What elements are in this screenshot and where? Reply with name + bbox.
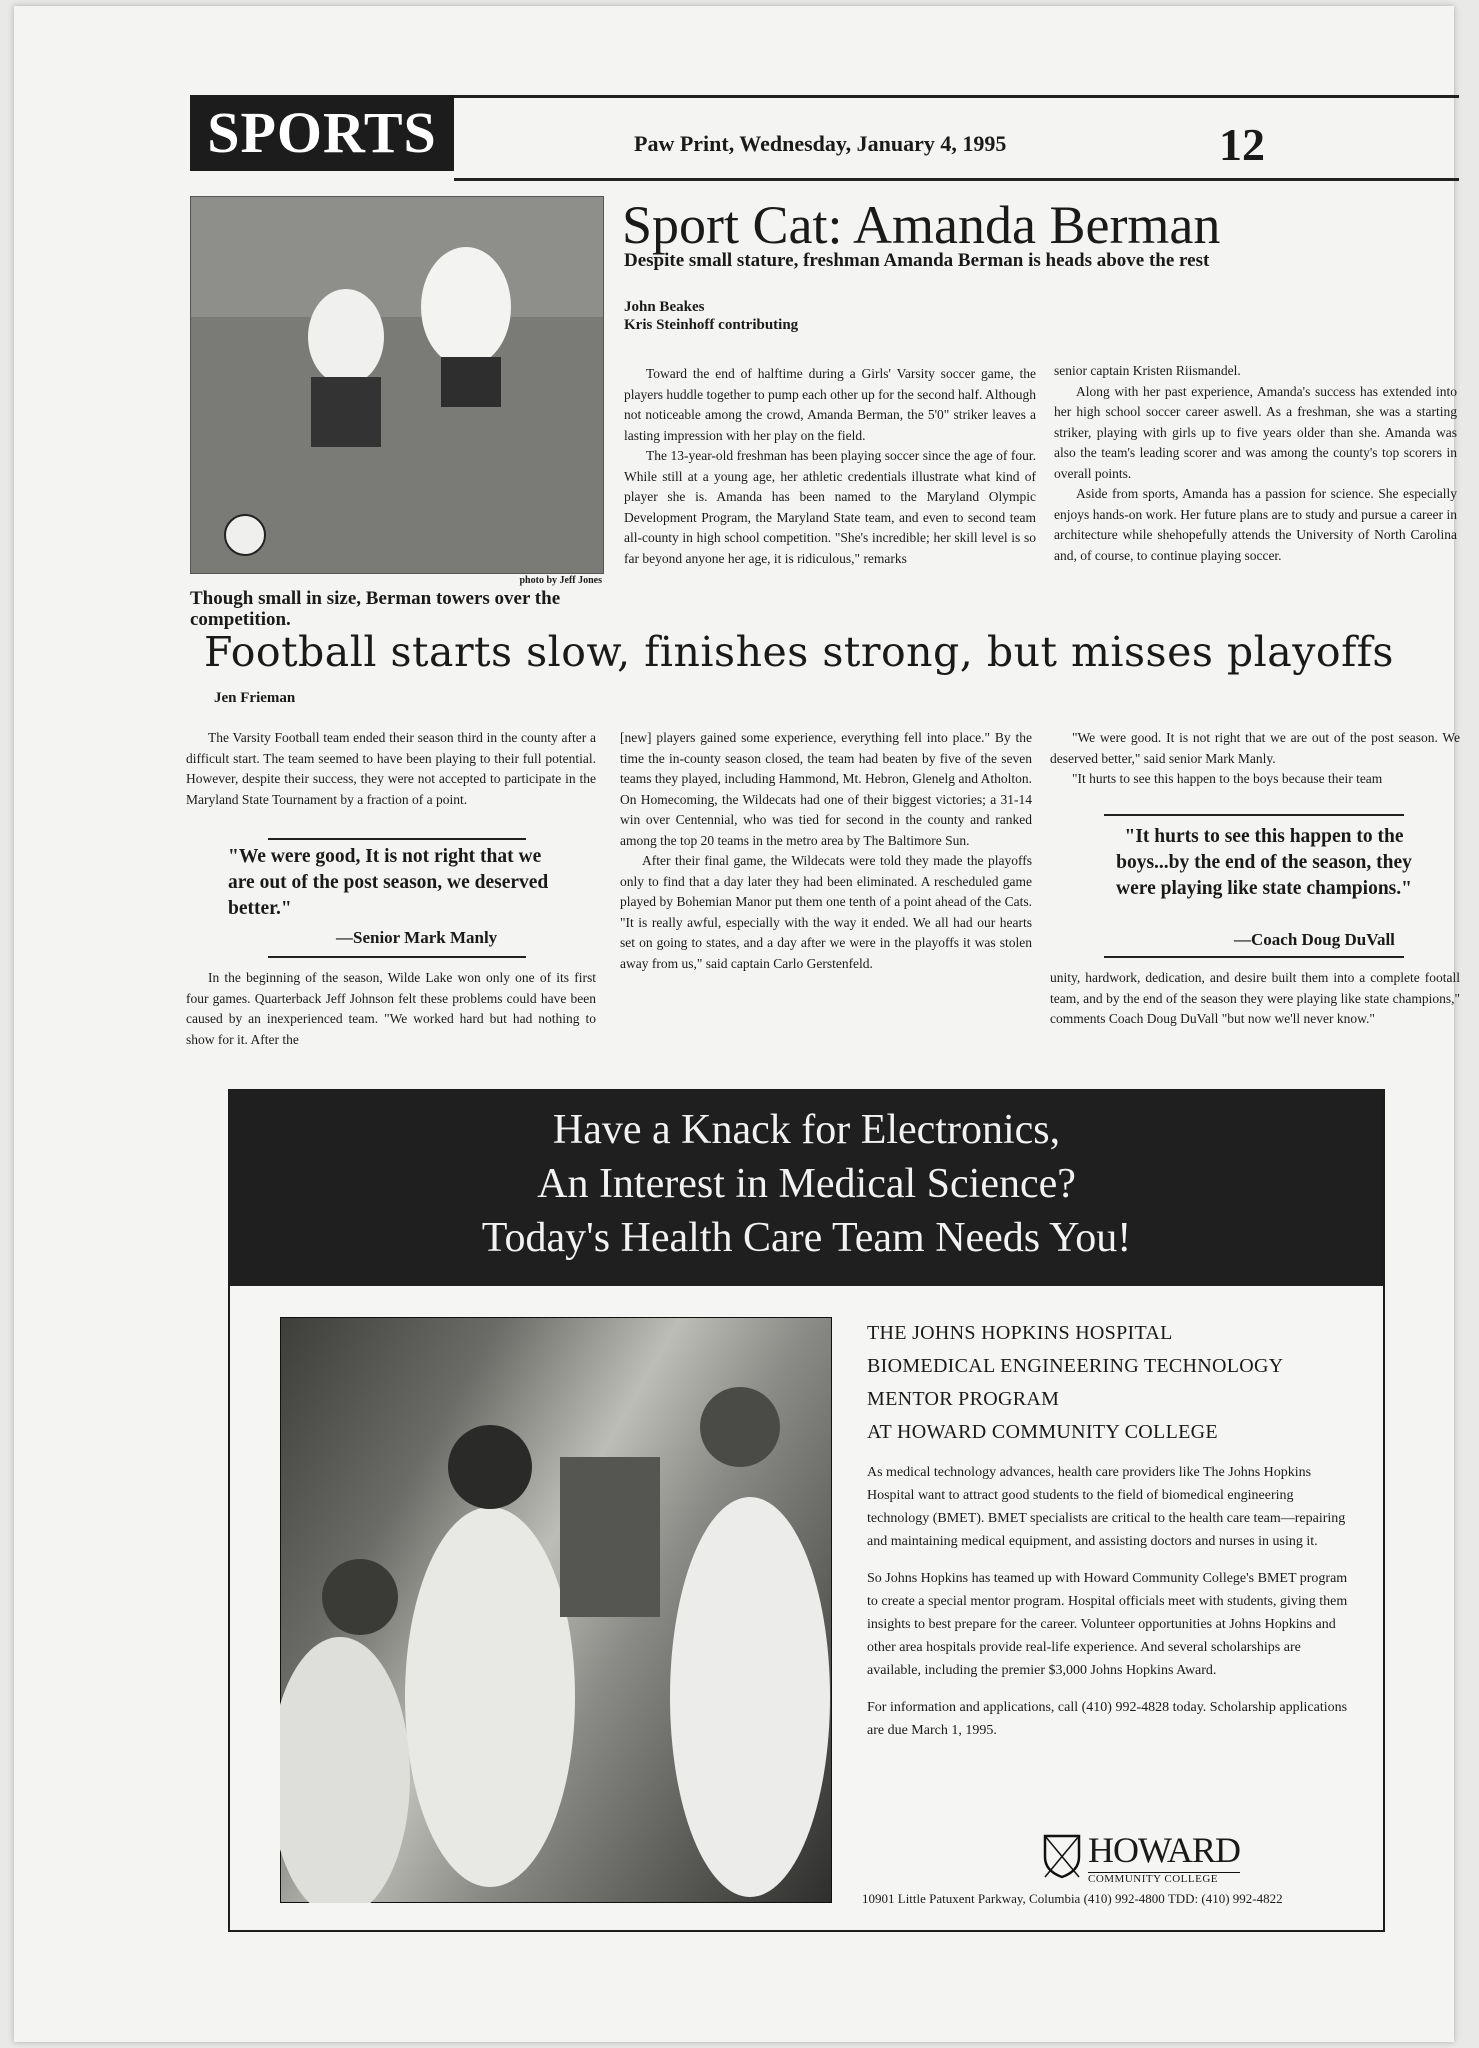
logo-subtitle: COMMUNITY COLLEGE bbox=[1088, 1872, 1240, 1885]
paragraph: The 13-year-old freshman has been playing soccer since the age of four. While still at a young age, her athletic credentials illustrate what kind of player she is. Amanda has been named to the Maryland Olympic Development Program, the Maryland State team, and even to second team all-county in high school competition. "She's incredible; her skill level is so far beyond anyone her age, it is ridiculous," remarks bbox=[624, 448, 1036, 566]
ad-title-line: BIOMEDICAL ENGINEERING TECHNOLOGY bbox=[867, 1355, 1284, 1377]
byline-contributor: Kris Steinhoff contributing bbox=[624, 317, 799, 333]
shield-icon bbox=[1042, 1833, 1082, 1879]
ad-paragraph: So Johns Hopkins has teamed up with Howard Community College's BMET program to create a special mentor program. Hospital officials meet with students, giving them insights to best prepare for the career. Volunteer opportunities at Johns Hopkins and other area hospitals provide real-life experience. And several scholarships are available, including the premier $3,000 Johns Hopkins Award. bbox=[867, 1571, 1348, 1678]
section-label: SPORTS bbox=[190, 95, 454, 171]
football-column-1 bbox=[186, 728, 596, 810]
soccer-photo bbox=[190, 196, 604, 574]
logo-text bbox=[1088, 1829, 1240, 1885]
football-column-3-cont bbox=[1050, 968, 1460, 1030]
paragraph: "We were good. It is not right that we are out of the post season. We deserved better," said senior Mark Manly. bbox=[1050, 730, 1460, 766]
quote2-rule-bottom bbox=[1104, 956, 1404, 958]
hopkins-advertisement bbox=[228, 1089, 1385, 1932]
paragraph: Toward the end of halftime during a Girls' Varsity soccer game, the players huddle together to pump each other up for the second half. Although not noticeable among the crowd, Amanda Berman, the 5'0" striker leaves a lasting impression with her play on the field. bbox=[624, 366, 1037, 443]
sportcat-column-1 bbox=[624, 364, 1036, 569]
pull-quote-manly: "We were good, It is not right that we are out of the post season, we deserved better." bbox=[228, 846, 549, 919]
ad-title-line: THE JOHNS HOPKINS HOSPITAL bbox=[867, 1322, 1173, 1344]
football-column-3 bbox=[1050, 728, 1460, 790]
header-rule-top bbox=[454, 95, 1459, 98]
paragraph: Along with her past experience, Amanda's success has extended into her high school soccer career aswell. As a freshman, she was a starting striker, playing with girls up to five years older than she. Amanda was also the team's leading scorer and was among the county's top scorers in overall points. bbox=[1054, 383, 1457, 481]
football-column-2 bbox=[620, 728, 1032, 974]
logo-name: HOWARD bbox=[1088, 1830, 1240, 1870]
paragraph: "It hurts to see this happen to the boys because their team bbox=[1072, 771, 1383, 786]
football-headline: Football starts slow, finishes strong, but misses playoffs bbox=[204, 628, 1394, 676]
paragraph: The Varsity Football team ended their season third in the county after a difficult start. The team seemed to have been playing to their full potential. However, despite their success, they were not accepted to participate in the Maryland State Tournament by a fraction of a point. bbox=[186, 730, 596, 807]
ad-paragraph: As medical technology advances, health care providers like The Johns Hopkins Hospital want to attract good students to the field of biomedical engineering technology (BMET). BMET specialists are critical to the health care team—repairing and maintaining medical equipment, and assisting doctors and nurses in using it. bbox=[867, 1465, 1346, 1549]
paragraph: In the beginning of the season, Wilde Lake won only one of its first four games. Quarterback Jeff Johnson felt these problems could have been caused by an inexperienced team. "We worked hard but had nothing to show for it. After the bbox=[186, 970, 596, 1047]
paragraph: After their final game, the Wildecats were told they made the playoffs only to find that a day later they had been eliminated. A rescheduled game played by Bohemian Manor put them one tenth of a point ahead of the Cats. "It is really awful, especially with the way it ended. We all had our hearts set on going to states, and a day after we were in the playoffs it was stolen away from us," said captain Carlo Gerstenfeld. bbox=[620, 853, 1032, 971]
ad-headline-line: An Interest in Medical Science? bbox=[537, 1161, 1076, 1207]
football-byline: Jen Frieman bbox=[214, 690, 296, 706]
ad-body-text bbox=[867, 1461, 1357, 1756]
soccer-players-image bbox=[191, 197, 603, 573]
lab-scene-image bbox=[280, 1317, 832, 1903]
header-rule-bottom bbox=[454, 178, 1459, 181]
pull-quote-attribution: —Senior Mark Manly bbox=[336, 928, 498, 947]
paragraph: [new] players gained some experience, everything fell into place." By the time the in-county season closed, the team had beaten by five of the seven teams they played, including Hammond, Mt. Hebron, Glenelg and Atholton. On Homecoming, the Wildecats had one of their biggest victories; a 31-14 win over Centennial, who was tied for second in the county and ranked among the top 20 teams in the metro area by The Baltimore Sun. bbox=[620, 730, 1032, 848]
football-column-1-cont bbox=[186, 968, 596, 1050]
pull-quote2-attribution: —Coach Doug DuVall bbox=[1234, 930, 1395, 949]
quote-rule-bottom bbox=[268, 956, 526, 958]
sportcat-deck: Despite small stature, freshman Amanda Berman is heads above the rest bbox=[624, 250, 1210, 271]
college-address: 10901 Little Patuxent Parkway, Columbia (410) 992-4800 TDD: (410) 992-4822 bbox=[862, 1891, 1283, 1906]
paragraph: Aside from sports, Amanda has a passion for science. She especially enjoys hands-on work. Her future plans are to study and pursue a career in architecture while shehopefully attends the University of North Carolina and, of course, to continue playing soccer. bbox=[1054, 486, 1457, 563]
sportcat-byline bbox=[624, 298, 798, 334]
issue-line: Paw Print, Wednesday, January 4, 1995 bbox=[634, 131, 1007, 156]
ad-headline-line: Today's Health Care Team Needs You! bbox=[481, 1215, 1132, 1261]
photo-credit: photo by Jeff Jones bbox=[519, 575, 602, 586]
quote-rule-top bbox=[268, 838, 526, 840]
sportcat-headline: Sport Cat: Amanda Berman bbox=[622, 195, 1221, 255]
ad-headline-line: Have a Knack for Electronics, bbox=[552, 1107, 1061, 1153]
newspaper-page bbox=[14, 6, 1460, 2042]
lab-technicians-photo bbox=[280, 1317, 832, 1903]
pull-quote-duvall: "It hurts to see this happen to the boys...by the end of the season, they were playing like state champions." bbox=[1116, 826, 1412, 899]
page-number: 12 bbox=[1219, 119, 1265, 170]
ad-headline-banner bbox=[230, 1091, 1383, 1286]
paragraph: unity, hardwork, dedication, and desire built them into a complete footall team, and by the end of the season they were playing like state champions," comments Coach Doug DuVall "but now we'll never know." bbox=[1050, 970, 1460, 1026]
paragraph: senior captain Kristen Riismandel. bbox=[1054, 363, 1241, 378]
ad-title-line: AT HOWARD COMMUNITY COLLEGE bbox=[867, 1421, 1218, 1443]
byline-author: John Beakes bbox=[624, 299, 705, 315]
ad-paragraph: For information and applications, call (410) 992-4828 today. Scholarship applications are due March 1, 1995. bbox=[867, 1700, 1348, 1738]
sportcat-column-2 bbox=[1054, 361, 1457, 566]
ad-program-title bbox=[867, 1317, 1284, 1449]
quote2-rule-top bbox=[1104, 814, 1404, 816]
photo-caption: Though small in size, Berman towers over the competition. bbox=[190, 588, 561, 630]
ad-title-line: MENTOR PROGRAM bbox=[867, 1388, 1060, 1410]
